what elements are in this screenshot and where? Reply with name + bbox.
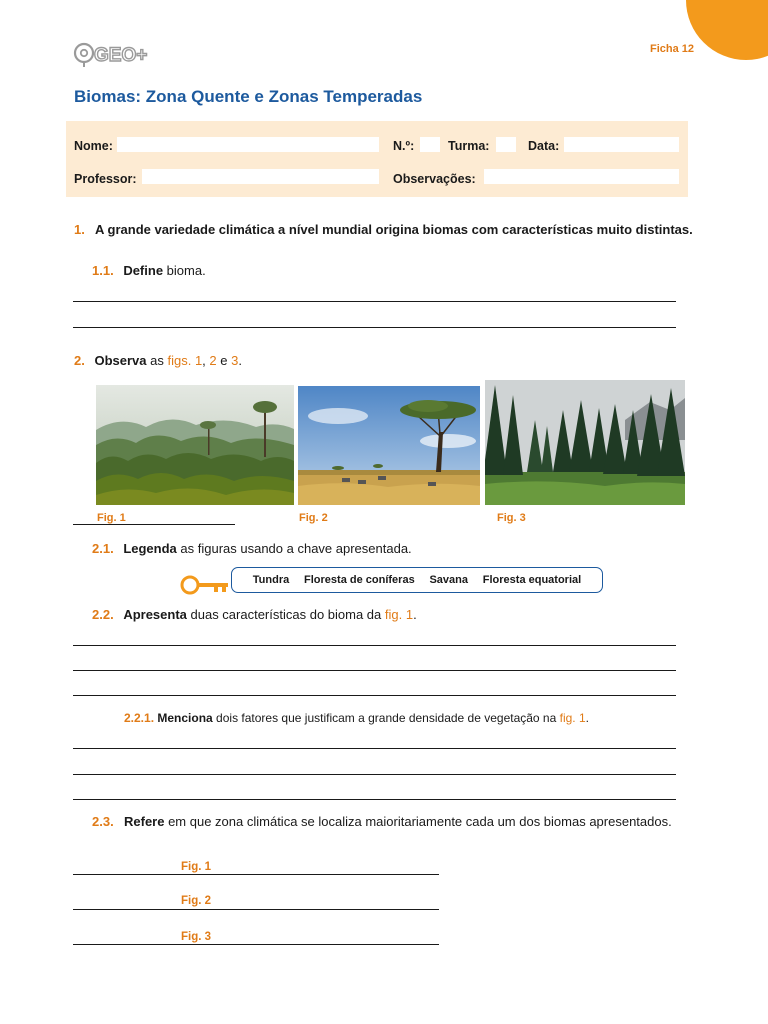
date-label: Data: [528, 139, 560, 153]
key-icon [180, 574, 230, 596]
name-label: Nome: [74, 139, 113, 153]
q2-verb: Observa [94, 353, 147, 368]
q2-prompt [74, 353, 242, 368]
number-field[interactable] [420, 137, 440, 152]
answer-line[interactable] [73, 748, 676, 749]
q2-2-rest: duas características do bioma da [186, 607, 385, 622]
key-legend-box [231, 567, 603, 593]
q2-2-1-prompt [124, 711, 589, 726]
q2-ref3: 3 [231, 353, 239, 368]
identification-box [66, 121, 688, 197]
notes-field[interactable] [484, 169, 679, 184]
q1-text: A grande variedade climática a nível mundial origina biomas com características muito distintas. [95, 222, 693, 237]
q2-3-fig1-answer-line[interactable] [73, 874, 439, 875]
key-option: Floresta equatorial [482, 574, 582, 586]
svg-text:GEO+: GEO+ [94, 45, 148, 66]
q2-3-verb: Refere [124, 814, 165, 829]
q2-sep1: , [202, 353, 210, 368]
q1-1-rest: bioma. [163, 263, 206, 278]
name-field[interactable] [117, 137, 379, 152]
fig3-conifer-forest-photo [485, 380, 685, 505]
q2-3-text [124, 814, 693, 829]
q2-3-fig1-label: Fig. 1 [181, 861, 212, 873]
q2-3-fig2-label: Fig. 2 [181, 895, 212, 907]
q2-2-prompt [92, 607, 417, 622]
q2-1-rest: as figuras usando a chave apresentada. [176, 541, 412, 556]
q1-1-verb: Define [123, 263, 164, 278]
answer-line[interactable] [73, 670, 676, 671]
q2-1-verb: Legenda [123, 541, 177, 556]
answer-line[interactable] [73, 774, 676, 775]
fig1-rainforest-photo [96, 385, 294, 505]
q2-2-verb: Apresenta [123, 607, 187, 622]
q1-1-prompt [92, 263, 206, 278]
key-option: Floresta de coníferas [304, 574, 415, 586]
answer-line[interactable] [73, 327, 676, 328]
q2-number: 2. [74, 353, 85, 368]
number-label: N.º: [393, 139, 415, 153]
q2-2-1-rest: dois fatores que justificam a grande densidade de vegetação na [212, 711, 560, 725]
q2-figs-ref: figs. 1 [167, 353, 203, 368]
q2-3-number: 2.3. [92, 814, 114, 829]
teacher-field[interactable] [142, 169, 379, 184]
answer-line[interactable] [73, 695, 676, 696]
q1-1-number: 1.1. [92, 263, 114, 278]
fig1-caption: Fig. 1 [97, 512, 126, 524]
q2-2-1-verb: Menciona [157, 711, 213, 725]
q2-1-prompt [92, 541, 412, 556]
q2-3-fig2-answer-line[interactable] [73, 909, 439, 910]
q2-mid: as [146, 353, 168, 368]
date-field[interactable] [564, 137, 679, 152]
answer-line[interactable] [73, 799, 676, 800]
q2-3-rest: em que zona climática se localiza maioritariamente cada um dos biomas apresentados. [164, 814, 672, 829]
q2-2-ref: fig. 1 [384, 607, 414, 622]
fig2-caption: Fig. 2 [299, 512, 328, 524]
q2-3-fig3-answer-line[interactable] [73, 944, 439, 945]
q2-sep2: e [216, 353, 232, 368]
fig1-answer-line[interactable] [73, 524, 235, 525]
q2-2-1-number: 2.2.1. [124, 711, 155, 725]
q2-3-fig3-label: Fig. 3 [181, 931, 212, 943]
geo-logo [72, 40, 152, 68]
teacher-label: Professor: [74, 172, 137, 186]
class-label: Turma: [448, 139, 490, 153]
key-option: Savana [429, 574, 468, 586]
page-title: Biomas: Zona Quente e Zonas Temperadas [74, 87, 423, 106]
q2-ref2: 2 [209, 353, 217, 368]
q1-number: 1. [74, 222, 85, 237]
q2-1-number: 2.1. [92, 541, 114, 556]
q2-2-end: . [413, 607, 417, 622]
q2-end: . [238, 353, 242, 368]
fig2-savanna-photo [298, 386, 480, 505]
q2-2-number: 2.2. [92, 607, 114, 622]
q2-2-1-ref: fig. 1 [559, 711, 586, 725]
answer-line[interactable] [73, 301, 676, 302]
q2-2-1-end: . [585, 711, 589, 725]
answer-line[interactable] [73, 645, 676, 646]
key-option: Tundra [252, 574, 290, 586]
fig3-caption: Fig. 3 [497, 512, 526, 524]
sheet-label: Ficha 12 [649, 43, 694, 55]
notes-label: Observações: [393, 172, 476, 186]
class-field[interactable] [496, 137, 516, 152]
corner-decoration [686, 0, 768, 60]
